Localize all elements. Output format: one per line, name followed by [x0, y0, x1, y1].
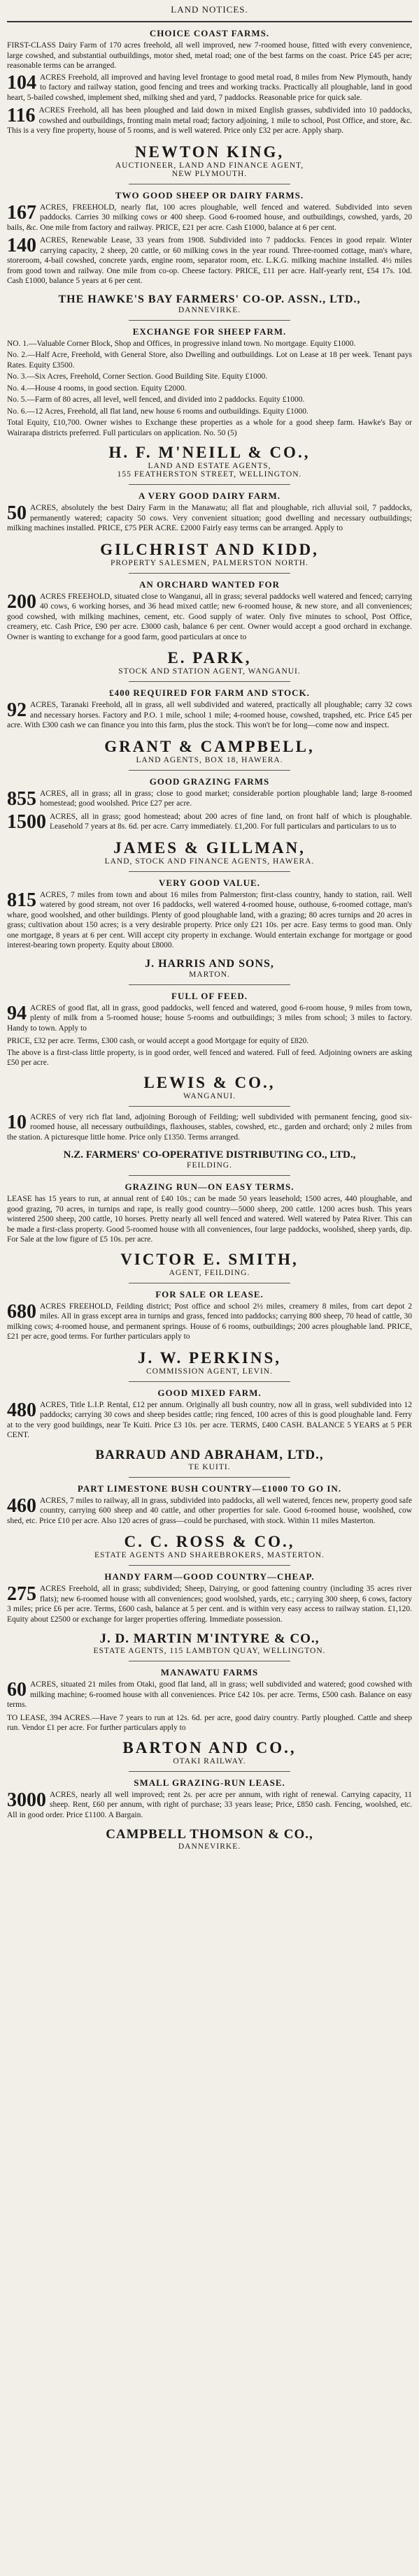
ad-block	[7, 1584, 412, 1626]
divider	[129, 984, 291, 985]
advertiser-subtitle: LAND AGENTS, BOX 18, HAWERA.	[136, 755, 283, 764]
advertiser-subtitle: DANNEVIRKE.	[178, 305, 241, 314]
ad-block	[7, 1790, 412, 1822]
advertiser-subtitle: AUCTIONEER, LAND AND FINANCE AGENT,	[115, 161, 304, 170]
ad-text: ACRES, 7 miles to railway, all in grass, subdivided into paddocks, all well watered, fences new, property good safe country, carrying 600 sheep and 40 cattle, and other properties for sale. Good 6-roomed house, woolshed, cow shed, etc. Price £10 per acre. Also 120 acres of grass—could be purchased, with stock. Within 11 miles Masterton.	[7, 1496, 412, 1525]
acreage-number: 104	[7, 71, 36, 94]
ad-text: ACRES, FREEHOLD, nearly flat, 100 acres ploughable, well fenced and watered. Subdivided into seven paddocks. Carries 30 milking cows or 400 sheep. Good 6-roomed house, and outbuildings, cowshed, yards, 20 bails, &c. One mile from factory and railway. PRICE, £21 per acre. Cash £1000, balance at 6 per cent.	[7, 203, 412, 232]
ad-text: ACRES, nearly all well improved; rent 2s. per acre per annum, with right of renewal. Carrying capacity, 11 sheep. Rent, £60 per annum, with right of purchase; 33 years lease; Price, £850 cash. Fencing, woolshed, etc. All in good order. Price £1100. A Bargain.	[7, 1790, 412, 1819]
ad-text: Total Equity, £10,700. Owner wishes to Exchange these properties as a whole for a good sheep farm. Hawke's Bay or Wairarapa districts preferred. Full particulars on application. No. 50 (5)	[7, 419, 412, 437]
acreage-number: 200	[7, 590, 36, 613]
ad-text: ACRES, absolutely the best Dairy Farm in the Manawatu; all flat and ploughable, rich alluvial soil, 7 paddocks, permanently watered; capacity 50 cows. Very convenient situation; good dwelling and necessary outbuildings; milking machines installed. PRICE, £75 PER ACRE. £2000 Fairly easy terms can be arranged. Apply to	[7, 504, 412, 532]
acreage-number: 94	[7, 1002, 27, 1024]
ad-text: ACRES Freehold, all improved and having level frontage to good metal road, 8 miles from New Plymouth, handy to factory and railway station, good fencing and trees and working tracks. Practically all ploughable, land in good heart, 5-bailed cowshed, implement shed, milking shed and yard, 7 paddocks. Reasonable price for quick sale.	[7, 73, 412, 102]
ad-text: No. 6.—12 Acres, Freehold, all flat land, new house 6 rooms and outbuildings. Equity £1000.	[7, 407, 308, 416]
ad-text: ACRES, Taranaki Freehold, all in grass, all well subdivided and watered, practically all ploughable; carry 32 cows and necessary horses. Factory and P.O. 1 mile, school 1 mile; 4-roomed house, cowshed, trapshed, etc. Price £45 per acre. With £300 cash we can finance you into this farm, plus the stock. This won't be for long—come now and inspect.	[7, 701, 412, 729]
acreage-number: 10	[7, 1111, 27, 1133]
ad-text: PRICE, £32 per acre. Terms, £300 cash, or would accept a good Mortgage for equity of £820.	[7, 1037, 309, 1045]
advertiser-subtitle: OTAKI RAILWAY.	[173, 1756, 246, 1766]
advertiser-subtitle: ESTATE AGENTS, 115 LAMBTON QUAY, WELLINGTON.	[93, 1647, 326, 1655]
ad-block	[7, 1400, 412, 1442]
section-heading: CHOICE COAST FARMS.	[149, 28, 270, 38]
ad-text: No. 2.—Half Acre, Freehold, with General Store, also Dwelling and outbuildings. Lot on Lease at 18 per week. Tenant pays Rates. Equity £3500.	[7, 351, 412, 370]
ad-text: ACRES, Title L.I.P. Rental, £12 per annum. Originally all bush country, now all in grass, well subdivided into 12 paddocks; carrying 30 cows and sheep besides cattle; ring fenced, 100 acres of this is good ploughable land. Ferry at to the very good buildings, near Te Kuiti. Price £3 10s. per acre. TERMS, £400 CASH. BALANCE 5 YEARS at 5 PER CENT.	[7, 1400, 412, 1439]
section-heading: A VERY GOOD DAIRY FARM.	[138, 490, 280, 501]
ad-block	[7, 812, 412, 834]
divider	[129, 1565, 291, 1566]
divider	[129, 1477, 291, 1478]
ad-text: NO. 1.—Valuable Corner Block, Shop and Offices, in progressive inland town. No mortgage. Equity £1000.	[7, 339, 356, 348]
divider	[129, 1381, 291, 1382]
advertiser-name: VICTOR E. SMITH,	[120, 1250, 299, 1268]
acreage-number: 140	[7, 235, 36, 256]
advertiser-subtitle: 155 FEATHERSTON STREET, WELLINGTON.	[117, 470, 302, 479]
section-heading: £400 REQUIRED FOR FARM AND STOCK.	[109, 687, 310, 698]
ad-text: ACRES FREEHOLD, Feilding district; Post office and school 2½ miles, creamery 8 miles, from cart depot 2 miles. All in grass except area in turnips and grass, fenced into paddocks; carrying 800 sheep, 70 head of cattle, 30 milking cows; 4-roomed house, and permanent springs. House of 6 rooms, outbuildings; 200 acres ploughable land. PRICE, £21 per acre, good terms. For further particulars apply to	[7, 1302, 412, 1341]
acreage-number: 460	[7, 1494, 36, 1517]
advertiser-subtitle: AGENT, FEILDING.	[169, 1268, 250, 1277]
acreage-number: 60	[7, 1679, 27, 1701]
ad-text: No. 5.—Farm of 80 acres, all level, well fenced, and divided into 2 paddocks. Equity £1000.	[7, 395, 305, 404]
section-heading: HANDY FARM—GOOD COUNTRY—CHEAP.	[104, 1571, 315, 1582]
section-heading: TWO GOOD SHEEP OR DAIRY FARMS.	[115, 189, 304, 201]
ad-text: ACRES Freehold, all in grass; subdivided; Sheep, Dairying, or good fattening country (including 35 acres river flats); new 6-roomed house with all conveniences; good woolshed, yards, etc.; carrying 300 sheep, 6 cows, factory 3 miles; price £6 per acre. Terms, £600 cash, balance at 5 per cent. and is within very easy access to railway station. £1,120. Equity about £2500 or exchange for larger properties offering. Immediate possession.	[7, 1585, 412, 1624]
ad-block	[7, 73, 412, 105]
advertiser-subtitle: NEW PLYMOUTH.	[171, 169, 248, 178]
acreage-number: 167	[7, 201, 36, 224]
acreage-number: 1500	[7, 810, 46, 833]
ad-text: ACRES FREEHOLD, situated close to Wanganui, all in grass; several paddocks well watered and fenced; carrying 40 cows, 6 working horses, and 36 head mixed cattle; new 6-roomed house, & new store, and all conveniences; good cowshed, with milking machines, cement, etc. Good supply of water. Only five minutes to school, Post Office, creamery, etc. Cash Price, £90 per acre. £3000 cash, balance 6 per cent. Owner would accept a good orchard in exchange. Owner is wanting to exchange for a good farm, good particulars at once to	[7, 592, 412, 641]
advertiser-name: JAMES & GILLMAN,	[113, 838, 306, 857]
ad-text: LEASE has 15 years to run, at annual rent of £40 10s.; can be made 50 years leasehold; 1500 acres, 440 ploughable, and good grazing, 70 acres, in turnips and rape, is really good country—5000 sheep, 200 cattle. 1200 acres bush. This years wintered 2500 sheep, 200 cattle, 10 horses. Pretty nearly all well fenced and watered. Well watered by Patea River. This can be made a first-class property. Good 5-roomed house with all conveniences, four large paddocks, woolshed, sheep yards, dip. For Sale at the low figure of £5 10s. per acre.	[7, 1195, 412, 1244]
section-heading: SMALL GRAZING-RUN LEASE.	[134, 1777, 285, 1788]
ad-block	[7, 1003, 412, 1035]
ad-text: TO LEASE, 394 ACRES.—Have 7 years to run at 12s. 6d. per acre, good dairy country. Partly ploughed. Cattle and sheep run. Vendor £1 per acre. For further particulars apply to	[7, 1713, 412, 1732]
advertiser-name: BARRAUD AND ABRAHAM, LTD.,	[95, 1447, 324, 1462]
section-heading: AN ORCHARD WANTED FOR	[139, 578, 280, 590]
advertiser-name: THE HAWKE'S BAY FARMERS' CO-OP. ASSN., LTD.,	[58, 293, 361, 305]
advertiser-subtitle: MARTON.	[189, 970, 230, 979]
acreage-number: 50	[7, 502, 27, 524]
ad-text: ACRES, all in grass; good homestead; about 200 acres of fine land, on front half of which is ploughable. Leasehold 7 years at 8s. 6d. per acre. Carry immediately. £1,200. For full particulars and particulars to us to	[50, 812, 412, 831]
advertiser-subtitle: DANNEVIRKE.	[178, 1842, 241, 1851]
divider	[129, 871, 291, 872]
acreage-number: 815	[7, 889, 36, 911]
ad-text: ACRES of good flat, all in grass, good paddocks, well fenced and watered, good 6-room house, 9 miles from town, plenty of milk from a 5-roomed house; house 5-rooms and outbuildings; 3 miles from school; 3 miles to factory. Handy to town. Apply to	[7, 1003, 412, 1033]
advertiser-name: GRANT & CAMPBELL,	[104, 737, 315, 755]
divider	[129, 1175, 291, 1176]
section-heading: FULL OF FEED.	[171, 990, 248, 1001]
acreage-number: 680	[7, 1300, 36, 1323]
ad-text: ACRES Freehold, all has been ploughed and laid down in mixed English grasses, subdivided into 10 paddocks, cowshed and outbuildings, fronting main metal road; factory adjoining, 1 mile to school, Post Office, and store, &c. This is a very fine property, house of 5 rooms, and is well watered. Price only £32 per acre. Apply sharp.	[7, 106, 412, 135]
divider	[129, 770, 291, 771]
section-heading: FOR SALE OR LEASE.	[155, 1288, 264, 1300]
acreage-number: 480	[7, 1399, 36, 1421]
section-heading: GRAZING RUN—ON EASY TERMS.	[125, 1181, 294, 1192]
advertiser-name: J. D. MARTIN M'INTYRE & CO.,	[99, 1631, 320, 1646]
divider	[129, 681, 291, 682]
divider	[129, 320, 291, 321]
advertiser-name: NEWTON KING,	[134, 143, 285, 161]
advertiser-subtitle: WANGANUI.	[183, 1091, 236, 1100]
ad-block	[7, 105, 412, 138]
divider	[129, 1771, 291, 1772]
advertiser-name: BARTON AND CO.,	[122, 1738, 297, 1756]
section-heading: GOOD MIXED FARM.	[157, 1387, 262, 1398]
acreage-number: 92	[7, 699, 27, 721]
ad-text: No. 4.—House 4 rooms, in good section. Equity £2000.	[7, 384, 187, 393]
advertiser-subtitle: COMMISSION AGENT, LEVIN.	[146, 1367, 273, 1376]
ad-block	[7, 1302, 412, 1344]
advertiser-subtitle: ESTATE AGENTS AND SHAREBROKERS, MASTERTON.	[94, 1551, 325, 1559]
advertiser-subtitle: LAND AND ESTATE AGENTS,	[148, 462, 271, 470]
ad-text: ACRES, Renewable Lease, 33 years from 1908. Subdivided into 7 paddocks. Fences in good repair. Winter carrying capacity, 2 sheep, 20 cattle, or 60 milking cows in the year round. Three-roomed cottage, man's whare, storeroom, 4-bail cowshed, concrete yards, engine room, separator room, etc. L.K.G. milking machine installed. 4½ miles from good town and railway. One mile from co-op. Cheese factory. PRICE, £11 per acre. Half-yearly rent, £54 17s. 10d. Cash £1000, balance 5 years at 6 per cent.	[7, 236, 412, 285]
ad-block	[7, 1496, 412, 1528]
page-header: LAND NOTICES.	[171, 4, 248, 15]
section-heading: MANAWATU FARMS	[160, 1667, 259, 1678]
acreage-number: 3000	[7, 1789, 46, 1811]
advertiser-name: E. PARK,	[167, 649, 252, 667]
divider	[129, 1106, 291, 1107]
ad-block	[7, 1112, 412, 1144]
section-heading: PART LIMESTONE BUSH COUNTRY—£1000 TO GO IN.	[77, 1483, 342, 1494]
section-heading: VERY GOOD VALUE.	[159, 877, 260, 888]
ad-block	[7, 235, 412, 288]
advertiser-subtitle: PROPERTY SALESMEN, PALMERSTON NORTH.	[110, 558, 309, 567]
advertiser-name: H. F. M'NEILL & CO.,	[108, 444, 311, 461]
ad-text: ACRES, 7 miles from town and about 16 miles from Palmerston; first-class country, handy to station, rail. Well watered by good stream, not over 16 paddocks, well watered 4-roomed house, outhouse, 6-roomed cottage, man's whare, good woolshed, and other buildings. Plenty of good ploughable land, with a grazing; 80 acres turnips and 20 acres in grass; cultivation about 150 acres; is a very desirable property. Price only £21 10s. per acre. Easy terms to good man. Only one mortgage, 8 years at 6 per cent. Will accept city property in exchange. Would entertain exchange for mortgage or good interest-bearing town property. Equity about £8000.	[7, 890, 412, 949]
divider	[129, 573, 291, 574]
ad-block	[7, 203, 412, 235]
advertiser-subtitle: FEILDING.	[187, 1161, 232, 1170]
ad-text: The above is a first-class little property, is in good order, well fenced and watered. Full of feed. Adjoining owners are asking £50 per acre.	[7, 1048, 412, 1067]
ad-block	[7, 503, 412, 535]
advertiser-subtitle: TE KUITI.	[188, 1462, 231, 1471]
divider	[129, 484, 291, 485]
ad-text: ACRES, situated 21 miles from Otaki, good flat land, all in grass; well subdivided and watered; good cowshed with milking machine; 6-roomed house with all conveniences. Price £42 10s. per acre. Terms, £500 cash. Balance on easy terms.	[7, 1680, 412, 1709]
advertiser-name: N.Z. FARMERS' CO-OPERATIVE DISTRIBUTING CO., LTD.,	[63, 1149, 356, 1160]
section-heading: EXCHANGE FOR SHEEP FARM.	[132, 326, 287, 337]
ad-text: ACRES of very rich flat land, adjoining Borough of Feilding; well subdivided with permanent fencing, good six-roomed house, all necessary outbuildings, flaxhouses, stables, cowshed, etc., garden and orchard; only 2 miles from the station. A picturesque little home. Price only £1350. Terms arranged.	[7, 1112, 412, 1142]
acreage-number: 275	[7, 1583, 36, 1605]
ad-block	[7, 700, 412, 732]
advertiser-name: C. C. ROSS & CO.,	[124, 1533, 295, 1550]
ad-block	[7, 592, 412, 644]
advertiser-subtitle: STOCK AND STATION AGENT, WANGANUI.	[118, 667, 301, 676]
advertiser-name: LEWIS & CO.,	[143, 1073, 276, 1091]
advertiser-subtitle: LAND, STOCK AND FINANCE AGENTS, HAWERA.	[104, 857, 315, 866]
acreage-number: 855	[7, 787, 36, 810]
ad-text: No. 3.—Six Acres, Freehold, Corner Section. Good Building Site. Equity £1000.	[7, 372, 268, 381]
section-heading: GOOD GRAZING FARMS	[149, 776, 270, 787]
advertiser-name: J. W. PERKINS,	[138, 1348, 281, 1367]
advertiser-name: CAMPBELL THOMSON & CO.,	[106, 1827, 313, 1842]
ad-block	[7, 890, 412, 952]
advertiser-name: GILCHRIST AND KIDD,	[100, 540, 319, 558]
ad-text: ACRES, all in grass; all in grass; close to good market; considerable portion ploughable land; large 8-roomed homestead; good woolshed. Price £27 per acre.	[40, 789, 412, 808]
divider	[7, 21, 412, 22]
advertiser-name: J. HARRIS AND SONS,	[145, 957, 274, 970]
ad-block	[7, 789, 412, 810]
ad-text: FIRST-CLASS Dairy Farm of 170 acres freehold, all well improved, new 7-roomed house, fitted with every convenience, large cowshed, and substantial outbuildings, motor shed, metal road; one of the best farms on the coast. Price £45 per acre; reasonable terms can be arranged.	[7, 41, 412, 70]
acreage-number: 116	[7, 105, 36, 126]
ad-block	[7, 1680, 412, 1712]
